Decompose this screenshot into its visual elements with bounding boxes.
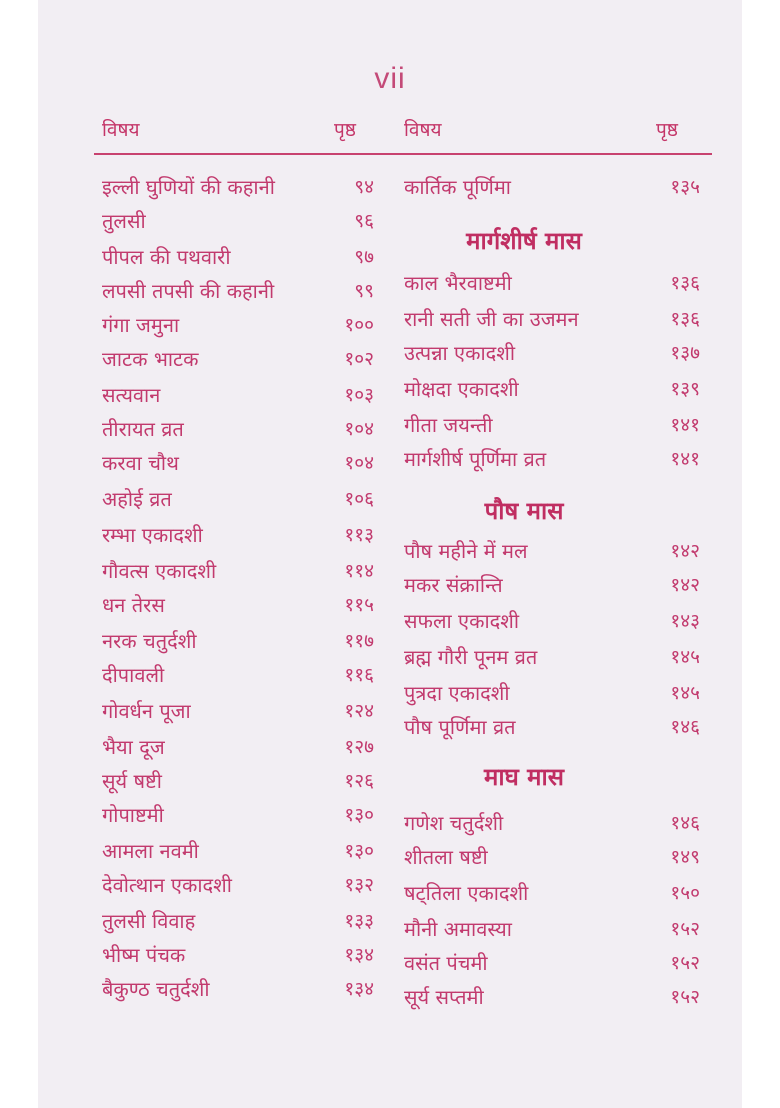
toc-entry-page: १५२ bbox=[670, 952, 700, 974]
toc-entry-title: धन तेरस bbox=[102, 593, 165, 617]
toc-entry-page: १३६ bbox=[670, 272, 700, 294]
toc-entry-title: तुलसी विवाह bbox=[102, 909, 196, 933]
toc-entry bbox=[102, 868, 374, 902]
toc-entry-title: देवोत्थान एकादशी bbox=[102, 873, 232, 897]
toc-entry-page: १२४ bbox=[344, 700, 374, 722]
toc-entry bbox=[102, 342, 374, 376]
toc-entry-title: करवा चौथ bbox=[102, 451, 179, 475]
toc-entry-page: ११७ bbox=[344, 630, 374, 652]
toc-entry bbox=[102, 798, 374, 832]
toc-entry-page: १३६ bbox=[670, 308, 700, 330]
toc-entry-page: १३० bbox=[344, 840, 374, 862]
toc-entry bbox=[404, 912, 700, 946]
toc-entry bbox=[102, 554, 374, 588]
header-right-page: पृष्ठ bbox=[656, 119, 678, 141]
toc-entry-page: १३७ bbox=[670, 342, 700, 364]
toc-entry-title: ब्रह्म गौरी पूनम व्रत bbox=[404, 645, 538, 669]
toc-entry-page: १३३ bbox=[344, 910, 374, 932]
toc-entry-title: गौवत्स एकादशी bbox=[102, 559, 217, 583]
toc-entry bbox=[404, 302, 700, 336]
toc-entry-title: आमला नवमी bbox=[102, 839, 199, 863]
toc-entry bbox=[404, 534, 700, 568]
toc-entry bbox=[404, 170, 700, 204]
toc-entry bbox=[102, 588, 374, 622]
toc-entry bbox=[404, 876, 700, 910]
toc-entry-title: गंगा जमुना bbox=[102, 313, 180, 337]
header-left-subject: विषय bbox=[102, 119, 140, 141]
toc-entry-page: १३४ bbox=[344, 944, 374, 966]
toc-entry-page: ९४ bbox=[354, 176, 374, 198]
toc-entry-title: पौष महीने में मल bbox=[404, 539, 528, 563]
toc-entry-page: १४६ bbox=[670, 716, 700, 738]
toc-entry bbox=[102, 170, 374, 204]
toc-entry bbox=[102, 518, 374, 552]
toc-entry bbox=[102, 204, 374, 238]
toc-entry bbox=[404, 710, 700, 744]
toc-entry bbox=[404, 946, 700, 980]
toc-entry-page: १०४ bbox=[344, 418, 374, 440]
toc-entry bbox=[404, 266, 700, 300]
toc-entry bbox=[404, 676, 700, 710]
toc-entry-page: ११३ bbox=[344, 524, 374, 546]
toc-entry bbox=[404, 336, 700, 370]
toc-entry-page: १४१ bbox=[670, 448, 700, 470]
toc-entry bbox=[102, 446, 374, 480]
toc-entry-page: ९६ bbox=[354, 210, 374, 232]
toc-entry bbox=[102, 938, 374, 972]
toc-entry-title: गोपाष्टमी bbox=[102, 803, 164, 827]
toc-entry-title: उत्पन्ना एकादशी bbox=[404, 341, 516, 365]
toc-entry-title: गोवर्धन पूजा bbox=[102, 699, 191, 723]
toc-entry-title: भैया दूज bbox=[102, 735, 165, 759]
toc-entry bbox=[102, 412, 374, 446]
toc-entry-page: १३४ bbox=[344, 978, 374, 1000]
toc-entry-page: १२६ bbox=[344, 770, 374, 792]
section-heading: माघ मास bbox=[484, 763, 564, 791]
toc-entry-title: कार्तिक पूर्णिमा bbox=[404, 175, 511, 199]
toc-entry-title: नरक चतुर्दशी bbox=[102, 629, 197, 653]
toc-entry-page: १४५ bbox=[670, 646, 700, 668]
toc-entry-title: मार्गशीर्ष पूर्णिमा व्रत bbox=[404, 447, 547, 471]
toc-entry bbox=[102, 658, 374, 692]
toc-entry-title: जाटक भाटक bbox=[102, 347, 199, 371]
toc-entry-title: काल भैरवाष्टमी bbox=[404, 271, 512, 295]
toc-entry-page: १३५ bbox=[670, 176, 700, 198]
toc-entry bbox=[102, 624, 374, 658]
toc-entry-page: १५२ bbox=[670, 918, 700, 940]
toc-entry-title: षट्तिला एकादशी bbox=[404, 881, 529, 905]
toc-entry-page: ९९ bbox=[354, 280, 374, 302]
toc-entry-title: गणेश चतुर्दशी bbox=[404, 811, 504, 835]
toc-entry-page: १०४ bbox=[344, 452, 374, 474]
toc-entry-title: पौष पूर्णिमा व्रत bbox=[404, 715, 516, 739]
toc-entry bbox=[102, 308, 374, 342]
toc-entry bbox=[102, 240, 374, 274]
toc-entry bbox=[102, 834, 374, 868]
toc-entry-page: १५० bbox=[670, 882, 700, 904]
toc-entry-page: १०३ bbox=[344, 384, 374, 406]
toc-entry-title: शीतला षष्टी bbox=[404, 845, 488, 869]
header-divider bbox=[94, 153, 712, 155]
toc-entry-title: पीपल की पथवारी bbox=[102, 245, 231, 269]
toc-entry bbox=[404, 372, 700, 406]
toc-entry-page: १०६ bbox=[344, 488, 374, 510]
toc-entry-page: १४९ bbox=[670, 846, 700, 868]
toc-entry-page: १०० bbox=[344, 314, 374, 336]
toc-entry-page: १४१ bbox=[670, 414, 700, 436]
toc-entry bbox=[404, 840, 700, 874]
toc-entry bbox=[102, 764, 374, 798]
toc-entry-page: ११४ bbox=[344, 560, 374, 582]
section-heading: पौष मास bbox=[484, 497, 564, 525]
toc-entry-page: १३० bbox=[344, 804, 374, 826]
toc-entry bbox=[102, 904, 374, 938]
toc-entry-title: लपसी तपसी की कहानी bbox=[102, 279, 275, 303]
toc-entry bbox=[102, 274, 374, 308]
toc-entry bbox=[404, 568, 700, 602]
toc-entry-title: मोक्षदा एकादशी bbox=[404, 377, 519, 401]
toc-entry-title: पुत्रदा एकादशी bbox=[404, 681, 510, 705]
toc-entry-page: ११५ bbox=[344, 594, 374, 616]
toc-entry-page: १४३ bbox=[670, 610, 700, 632]
toc-entry-page: १३२ bbox=[344, 874, 374, 896]
toc-entry-page: १०२ bbox=[344, 348, 374, 370]
header-left-page: पृष्ठ bbox=[334, 119, 356, 141]
toc-entry-title: बैकुण्ठ चतुर्दशी bbox=[102, 977, 210, 1001]
toc-entry-title: अहोई व्रत bbox=[102, 487, 172, 511]
toc-entry bbox=[404, 604, 700, 638]
toc-entry-title: इल्ली घुणियों की कहानी bbox=[102, 175, 275, 199]
toc-entry-title: वसंत पंचमी bbox=[404, 951, 488, 975]
toc-entry-title: तीरायत व्रत bbox=[102, 417, 184, 441]
toc-entry bbox=[404, 408, 700, 442]
toc-entry bbox=[102, 378, 374, 412]
toc-entry-title: सूर्य षष्टी bbox=[102, 769, 162, 793]
toc-entry-title: रम्भा एकादशी bbox=[102, 523, 203, 547]
page-number: vii bbox=[374, 62, 406, 95]
toc-entry bbox=[404, 806, 700, 840]
toc-entry-title: रानी सती जी का उजमन bbox=[404, 307, 579, 331]
toc-entry-page: १४२ bbox=[670, 574, 700, 596]
toc-entry bbox=[404, 640, 700, 674]
toc-entry-title: सूर्य सप्तमी bbox=[404, 985, 484, 1009]
header-right-subject: विषय bbox=[404, 119, 442, 141]
toc-entry bbox=[102, 730, 374, 764]
toc-entry-page: १४६ bbox=[670, 812, 700, 834]
toc-entry-title: सफला एकादशी bbox=[404, 609, 520, 633]
toc-entry-title: भीष्म पंचक bbox=[102, 943, 186, 967]
toc-entry bbox=[102, 482, 374, 516]
toc-entry-page: १२७ bbox=[344, 736, 374, 758]
toc-entry bbox=[102, 694, 374, 728]
toc-entry-title: मौनी अमावस्या bbox=[404, 917, 512, 941]
toc-entry bbox=[404, 980, 700, 1014]
toc-entry-title: गीता जयन्ती bbox=[404, 413, 493, 437]
toc-entry-page: १३९ bbox=[670, 378, 700, 400]
toc-entry-page: ११६ bbox=[344, 664, 374, 686]
toc-entry-title: सत्यवान bbox=[102, 383, 161, 407]
toc-entry-page: १४५ bbox=[670, 682, 700, 704]
toc-entry-page: १४२ bbox=[670, 540, 700, 562]
toc-entry-title: दीपावली bbox=[102, 663, 165, 687]
toc-entry-title: तुलसी bbox=[102, 209, 146, 233]
toc-entry-title: मकर संक्रान्ति bbox=[404, 573, 503, 597]
toc-entry-page: १५२ bbox=[670, 986, 700, 1008]
toc-entry-page: ९७ bbox=[354, 246, 374, 268]
book-page bbox=[38, 0, 742, 1108]
toc-entry bbox=[404, 442, 700, 476]
section-heading: मार्गशीर्ष मास bbox=[466, 227, 582, 255]
toc-entry bbox=[102, 972, 374, 1006]
